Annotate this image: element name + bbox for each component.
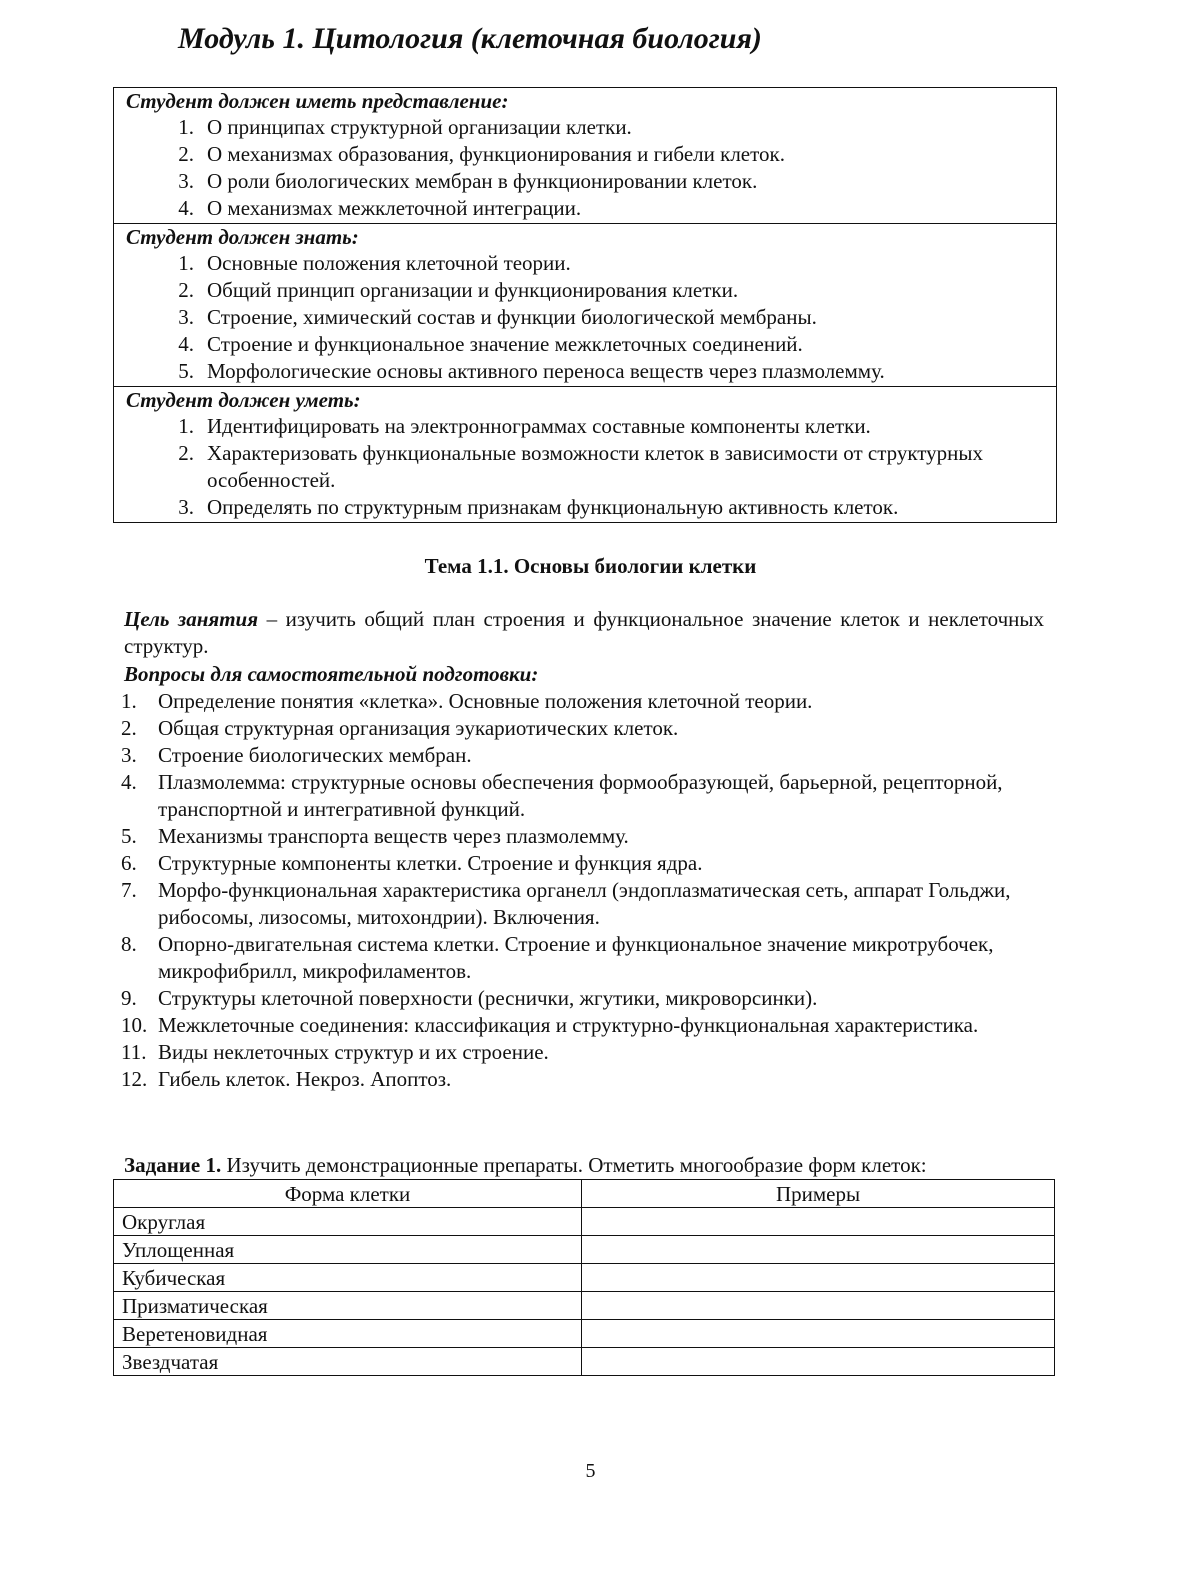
page-number: 5 bbox=[585, 1460, 596, 1482]
question-text: Межклеточные соединения: классификация и структурно-функциональная характеристика. bbox=[158, 1013, 979, 1037]
question-text: Опорно-двигательная система клетки. Строение и функциональное значение микротрубочек, микрофибрилл, микрофиламентов. bbox=[158, 932, 994, 983]
question-item bbox=[113, 688, 1053, 715]
question-number: 12. bbox=[121, 1067, 148, 1091]
task-label: Задание 1. bbox=[124, 1153, 222, 1177]
competence-list bbox=[114, 413, 1056, 521]
question-text: Структурные компоненты клетки. Строение и функция ядра. bbox=[158, 851, 703, 875]
list-item bbox=[114, 168, 1056, 195]
item-number: 2. bbox=[178, 142, 194, 166]
cell-form: Кубическая bbox=[114, 1264, 582, 1292]
competence-section-able bbox=[114, 386, 1056, 522]
question-item bbox=[113, 931, 1053, 985]
cell-form: Звездчатая bbox=[114, 1348, 582, 1376]
question-text: Структуры клеточной поверхности (реснички, жгутики, микроворсинки). bbox=[158, 986, 818, 1010]
question-item bbox=[113, 985, 1053, 1012]
question-number: 3. bbox=[121, 743, 137, 767]
cell-form: Уплощенная bbox=[114, 1236, 582, 1264]
table-row bbox=[114, 1320, 1055, 1348]
question-text: Механизмы транспорта веществ через плазмолемму. bbox=[158, 824, 629, 848]
topic-title: Тема 1.1. Основы биологии клетки bbox=[424, 554, 757, 578]
question-item bbox=[113, 769, 1053, 823]
cell-form: Округлая bbox=[114, 1208, 582, 1236]
competence-heading: Студент должен иметь представление: bbox=[126, 89, 509, 113]
cell-examples bbox=[582, 1236, 1055, 1264]
question-text: Виды неклеточных структур и их строение. bbox=[158, 1040, 549, 1064]
item-text: О механизмах межклеточной интеграции. bbox=[207, 196, 582, 220]
competence-list bbox=[114, 114, 1056, 222]
question-item bbox=[113, 1066, 1053, 1093]
goal-label: Цель занятия bbox=[124, 607, 259, 631]
list-item bbox=[114, 114, 1056, 141]
column-header-examples: Примеры bbox=[582, 1180, 1055, 1208]
question-number: 2. bbox=[121, 716, 137, 740]
cell-form: Веретеновидная bbox=[114, 1320, 582, 1348]
item-number: 3. bbox=[178, 169, 194, 193]
question-item bbox=[113, 1039, 1053, 1066]
list-item bbox=[114, 250, 1056, 277]
cell-examples bbox=[582, 1264, 1055, 1292]
item-text: Идентифицировать на электроннограммах составные компоненты клетки. bbox=[207, 414, 871, 438]
list-item bbox=[114, 494, 1056, 521]
item-text: Строение, химический состав и функции биологической мембраны. bbox=[207, 305, 817, 329]
item-number: 1. bbox=[178, 115, 194, 139]
table-header-row bbox=[114, 1180, 1055, 1208]
item-text: Определять по структурным признакам функциональную активность клеток. bbox=[207, 495, 899, 519]
list-item bbox=[114, 331, 1056, 358]
question-number: 11. bbox=[121, 1040, 147, 1064]
table-row bbox=[114, 1348, 1055, 1376]
goal-text: – изучить общий план строения и функциональное значение клеток и неклеточных структур. bbox=[124, 607, 1044, 658]
question-number: 7. bbox=[121, 878, 137, 902]
item-text: Морфологические основы активного переноса веществ через плазмолемму. bbox=[207, 359, 885, 383]
cell-examples bbox=[582, 1348, 1055, 1376]
item-text: Основные положения клеточной теории. bbox=[207, 251, 571, 275]
question-item bbox=[113, 742, 1053, 769]
questions-heading: Вопросы для самостоятельной подготовки: bbox=[124, 662, 539, 686]
question-text: Строение биологических мембран. bbox=[158, 743, 472, 767]
competence-section-know bbox=[114, 223, 1056, 386]
cell-examples bbox=[582, 1320, 1055, 1348]
competence-section-represent bbox=[114, 88, 1056, 223]
question-text: Общая структурная организация эукариотических клеток. bbox=[158, 716, 679, 740]
item-number: 5. bbox=[178, 359, 194, 383]
list-item bbox=[114, 413, 1056, 440]
task-1 bbox=[124, 1152, 927, 1179]
item-number: 3. bbox=[178, 495, 194, 519]
list-item bbox=[114, 277, 1056, 304]
item-number: 3. bbox=[178, 305, 194, 329]
competence-box bbox=[113, 87, 1057, 523]
question-item bbox=[113, 823, 1053, 850]
competence-heading: Студент должен знать: bbox=[126, 225, 359, 249]
item-number: 2. bbox=[178, 278, 194, 302]
question-text: Морфо-функциональная характеристика органелл (эндоплазматическая сеть, аппарат Гольджи, рибосомы, лизосомы, митохондрии). Включения. bbox=[158, 878, 1011, 929]
question-number: 9. bbox=[121, 986, 137, 1010]
list-item bbox=[114, 304, 1056, 331]
table-body bbox=[114, 1208, 1055, 1376]
lesson-goal bbox=[124, 606, 1044, 660]
item-number: 1. bbox=[178, 251, 194, 275]
table-row bbox=[114, 1208, 1055, 1236]
question-text: Определение понятия «клетка». Основные положения клеточной теории. bbox=[158, 689, 813, 713]
item-text: Строение и функциональное значение межклеточных соединений. bbox=[207, 332, 803, 356]
question-number: 4. bbox=[121, 770, 137, 794]
question-item bbox=[113, 715, 1053, 742]
question-number: 5. bbox=[121, 824, 137, 848]
list-item bbox=[114, 195, 1056, 222]
module-title: Модуль 1. Цитология (клеточная биология) bbox=[178, 22, 762, 55]
item-number: 4. bbox=[178, 332, 194, 356]
question-text: Плазмолемма: структурные основы обеспечения формообразующей, барьерной, рецепторной, транспортной и интегративной функций. bbox=[158, 770, 1003, 821]
item-text: Общий принцип организации и функционирования клетки. bbox=[207, 278, 739, 302]
list-item bbox=[114, 440, 1056, 494]
list-item bbox=[114, 141, 1056, 168]
column-header-form: Форма клетки bbox=[114, 1180, 582, 1208]
item-number: 4. bbox=[178, 196, 194, 220]
competence-heading: Студент должен уметь: bbox=[126, 388, 361, 412]
questions-list bbox=[113, 688, 1053, 1093]
table-row bbox=[114, 1292, 1055, 1320]
question-number: 8. bbox=[121, 932, 137, 956]
item-number: 2. bbox=[178, 441, 194, 465]
cell-form: Призматическая bbox=[114, 1292, 582, 1320]
question-item bbox=[113, 877, 1053, 931]
table-row bbox=[114, 1264, 1055, 1292]
question-number: 6. bbox=[121, 851, 137, 875]
item-text: О принципах структурной организации клетки. bbox=[207, 115, 632, 139]
item-text: Характеризовать функциональные возможности клеток в зависимости от структурных особенностей. bbox=[207, 441, 984, 492]
question-item bbox=[113, 850, 1053, 877]
table-row bbox=[114, 1236, 1055, 1264]
item-number: 1. bbox=[178, 414, 194, 438]
competence-list bbox=[114, 250, 1056, 385]
question-text: Гибель клеток. Некроз. Апоптоз. bbox=[158, 1067, 452, 1091]
question-number: 10. bbox=[121, 1013, 148, 1037]
question-number: 1. bbox=[121, 689, 137, 713]
cell-forms-table bbox=[113, 1179, 1055, 1376]
item-text: О роли биологических мембран в функционировании клеток. bbox=[207, 169, 758, 193]
question-item bbox=[113, 1012, 1053, 1039]
cell-examples bbox=[582, 1292, 1055, 1320]
list-item bbox=[114, 358, 1056, 385]
cell-examples bbox=[582, 1208, 1055, 1236]
item-text: О механизмах образования, функционирования и гибели клеток. bbox=[207, 142, 785, 166]
task-text: Изучить демонстрационные препараты. Отметить многообразие форм клеток: bbox=[221, 1153, 927, 1177]
